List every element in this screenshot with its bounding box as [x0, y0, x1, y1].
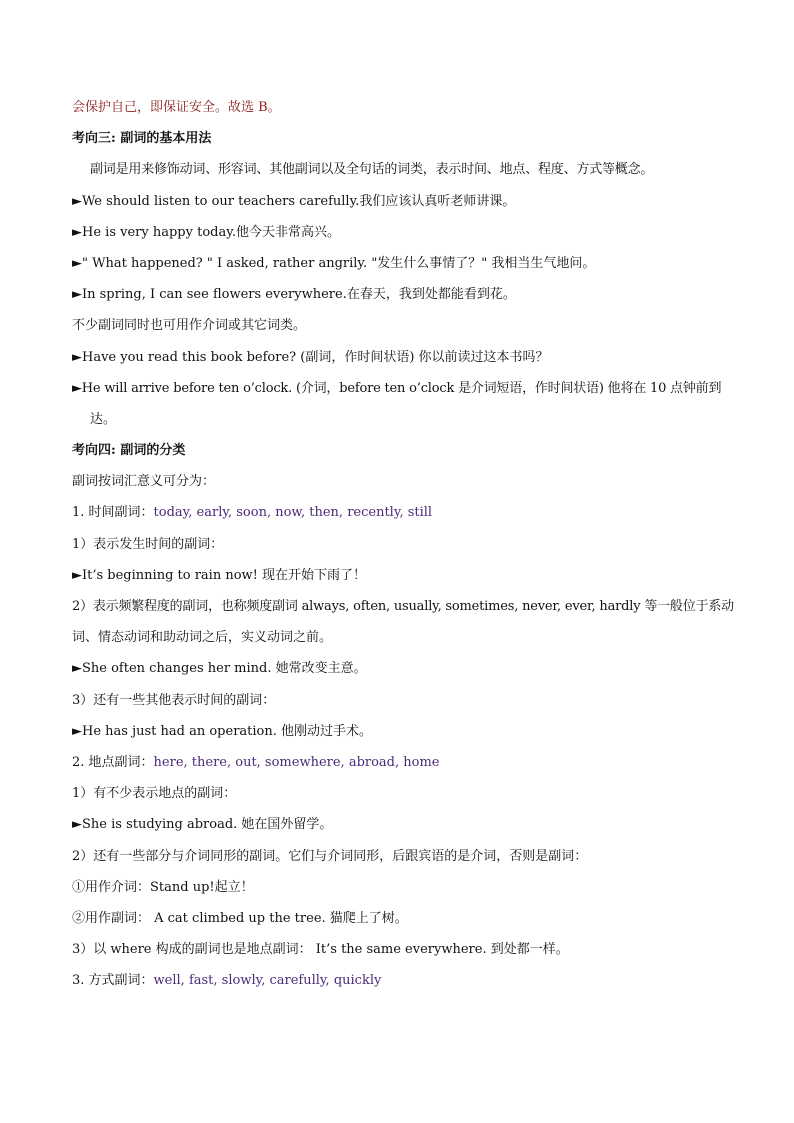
- category-words: today, early, soon, now, then, recently, still: [153, 505, 433, 521]
- example-line: ►She is studying abroad. 她在国外留学。: [72, 817, 333, 833]
- text-line: ②用作副词： A cat climbed up the tree. 猫爬上了树。: [72, 910, 408, 926]
- text-line: 2）表示频繁程度的副词，也称频度副词 always, often, usually, sometimes, never, ever, hardly 等一般位于系动: [72, 599, 734, 614]
- category-words: here, there, out, somewhere, abroad, home: [153, 754, 440, 770]
- category-label: 1. 时间副词：: [72, 505, 154, 521]
- section-heading-3: 考向三: 副词的基本用法: [72, 131, 212, 147]
- example-line: ►We should listen to our teachers carefully.我们应该认真听老师讲课。: [72, 193, 516, 209]
- example-line: ►" What happened? " I asked, rather angrily. "发生什么事情了？" 我相当生气地问。: [72, 255, 596, 271]
- paragraph: 副词是用来修饰动词、形容词、其他副词以及全句话的词类，表示时间、地点、程度、方式等概念。: [90, 162, 654, 178]
- section-heading-4: 考向四: 副词的分类: [72, 443, 186, 459]
- text-line: 会保护自己，即保证安全。故选 B。: [72, 100, 281, 115]
- example-line: ►It’s beginning to rain now! 现在开始下雨了！: [72, 567, 367, 583]
- text-line: 1）表示发生时间的副词：: [72, 536, 224, 552]
- category-line-manner: [72, 971, 732, 1002]
- example-line: ►He has just had an operation. 他刚动过手术。: [72, 723, 373, 739]
- text-line: 3）以 where 构成的副词也是地点副词： It’s the same everywhere. 到处都一样。: [72, 942, 569, 958]
- category-label: 2. 地点副词：: [72, 754, 154, 770]
- example-line-continued: 达。: [90, 411, 117, 427]
- text-line: 2）还有一些部分与介词同形的副词。它们与介词同形，后跟宾语的是介词，否则是副词：: [72, 848, 588, 864]
- text-line: 1）有不少表示地点的副词：: [72, 786, 237, 802]
- example-line: ►She often changes her mind. 她常改变主意。: [72, 661, 367, 677]
- category-label: 3. 方式副词：: [72, 973, 154, 989]
- category-line-time: [72, 503, 732, 534]
- example-line: ►Have you read this book before? (副词，作时间状语) 你以前读过这本书吗？: [72, 349, 549, 365]
- example-line: ►He will arrive before ten o’clock. (介词，before ten o’clock 是介词短语，作时间状语) 他将在 10 点钟前到: [72, 380, 722, 396]
- text-line: 3）还有一些其他表示时间的副词：: [72, 692, 276, 708]
- text-line: ①用作介词：Stand up!起立！: [72, 879, 254, 895]
- document-page: [72, 98, 732, 1002]
- example-line: ►In spring, I can see flowers everywhere.在春天，我到处都能看到花。: [72, 287, 516, 303]
- text-line-continued: 词、情态动词和助动词之后，实义动词之前。: [72, 630, 333, 646]
- text-line: 副词按词汇意义可分为：: [72, 474, 216, 490]
- category-line-place: [72, 753, 732, 784]
- example-line: ►He is very happy today.他今天非常高兴。: [72, 224, 340, 240]
- text-line: 不少副词同时也可用作介词或其它词类。: [72, 318, 307, 334]
- category-words: well, fast, slowly, carefully, quickly: [153, 973, 382, 989]
